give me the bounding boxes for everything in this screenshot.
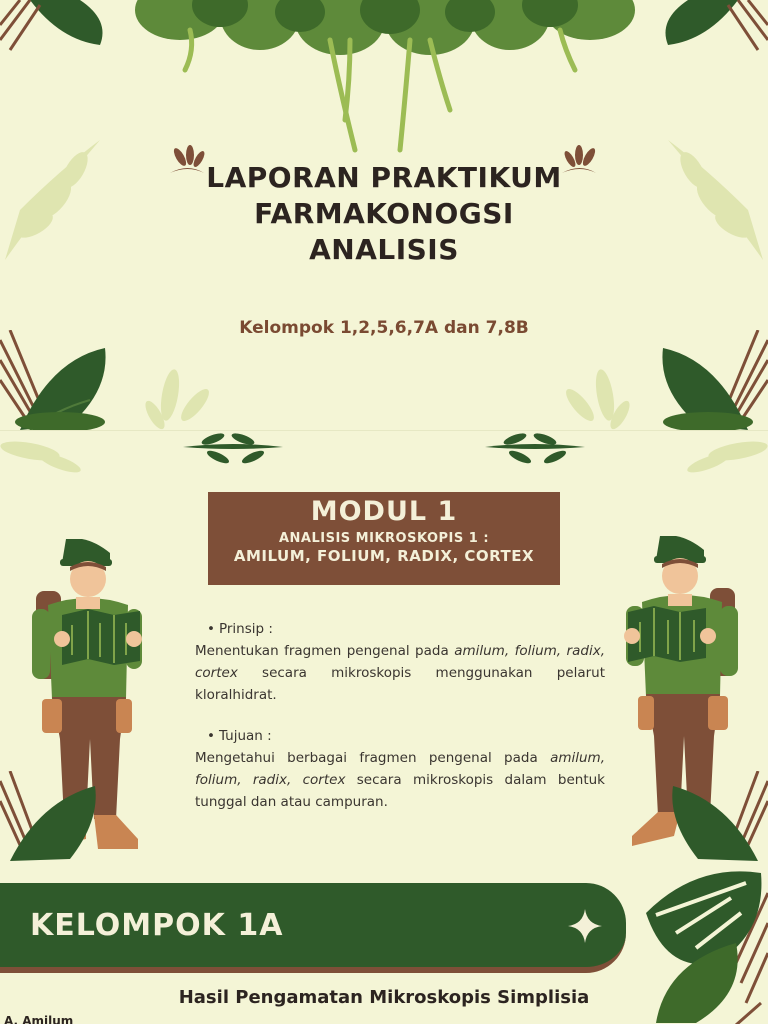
sparkle-icon <box>568 909 602 943</box>
faded-sprig-right-decoration <box>555 355 635 430</box>
module-header-box <box>208 492 560 585</box>
bottom-right-leaves-mid-decoration <box>660 771 768 861</box>
faded-leaf-top-right-decoration <box>668 431 768 481</box>
tujuan-paragraph: Mengetahui berbagai fragmen pengenal pada amilum, folium, radix, cortex secara mikroskopis dalam bentuk tunggal dan atau campuran. <box>195 750 605 810</box>
prinsip-label: • Prinsip : <box>195 618 605 640</box>
tujuan-section <box>195 725 605 813</box>
faded-sprig-left-decoration <box>140 355 220 430</box>
prinsip-section <box>195 618 605 706</box>
tujuan-label: • Tujuan : <box>195 725 605 747</box>
hanging-leaves-decoration <box>0 0 768 160</box>
cover-panel <box>0 0 768 430</box>
title-line-3: ANALISIS <box>309 233 459 266</box>
bottom-right-leaves-decoration <box>638 330 768 430</box>
module-subtitle-line-1: ANALISIS MIKROSKOPIS 1 : <box>278 531 490 546</box>
group-banner <box>0 883 626 973</box>
sprig-right-icon <box>485 431 585 471</box>
module-title: MODUL 1 <box>310 496 458 527</box>
section-item-label: A. Amilum <box>4 1014 74 1024</box>
document-title <box>0 160 768 268</box>
title-line-2: FARMAKONOGSI <box>254 197 514 230</box>
prinsip-paragraph: Menentukan fragmen pengenal pada amilum, folium, radix, cortex secara mikroskopis menggunakan pelarut kloralhidrat. <box>195 643 605 703</box>
bottom-left-leaves-decoration <box>0 330 130 430</box>
section-heading: Hasil Pengamatan Mikroskopis Simplisia <box>178 987 590 1008</box>
title-line-1: LAPORAN PRAKTIKUM <box>206 161 562 194</box>
group-subtitle: Kelompok 1,2,5,6,7A dan 7,8B <box>239 318 529 338</box>
sprig-left-icon <box>183 431 283 471</box>
group-banner-label: KELOMPOK 1A <box>30 908 284 943</box>
module-subtitle-line-2: AMILUM, FOLIUM, RADIX, CORTEX <box>233 547 535 565</box>
faded-leaf-top-left-decoration <box>0 431 100 481</box>
bottom-left-leaves-mid-decoration <box>0 771 110 861</box>
content-panel <box>0 430 768 1024</box>
